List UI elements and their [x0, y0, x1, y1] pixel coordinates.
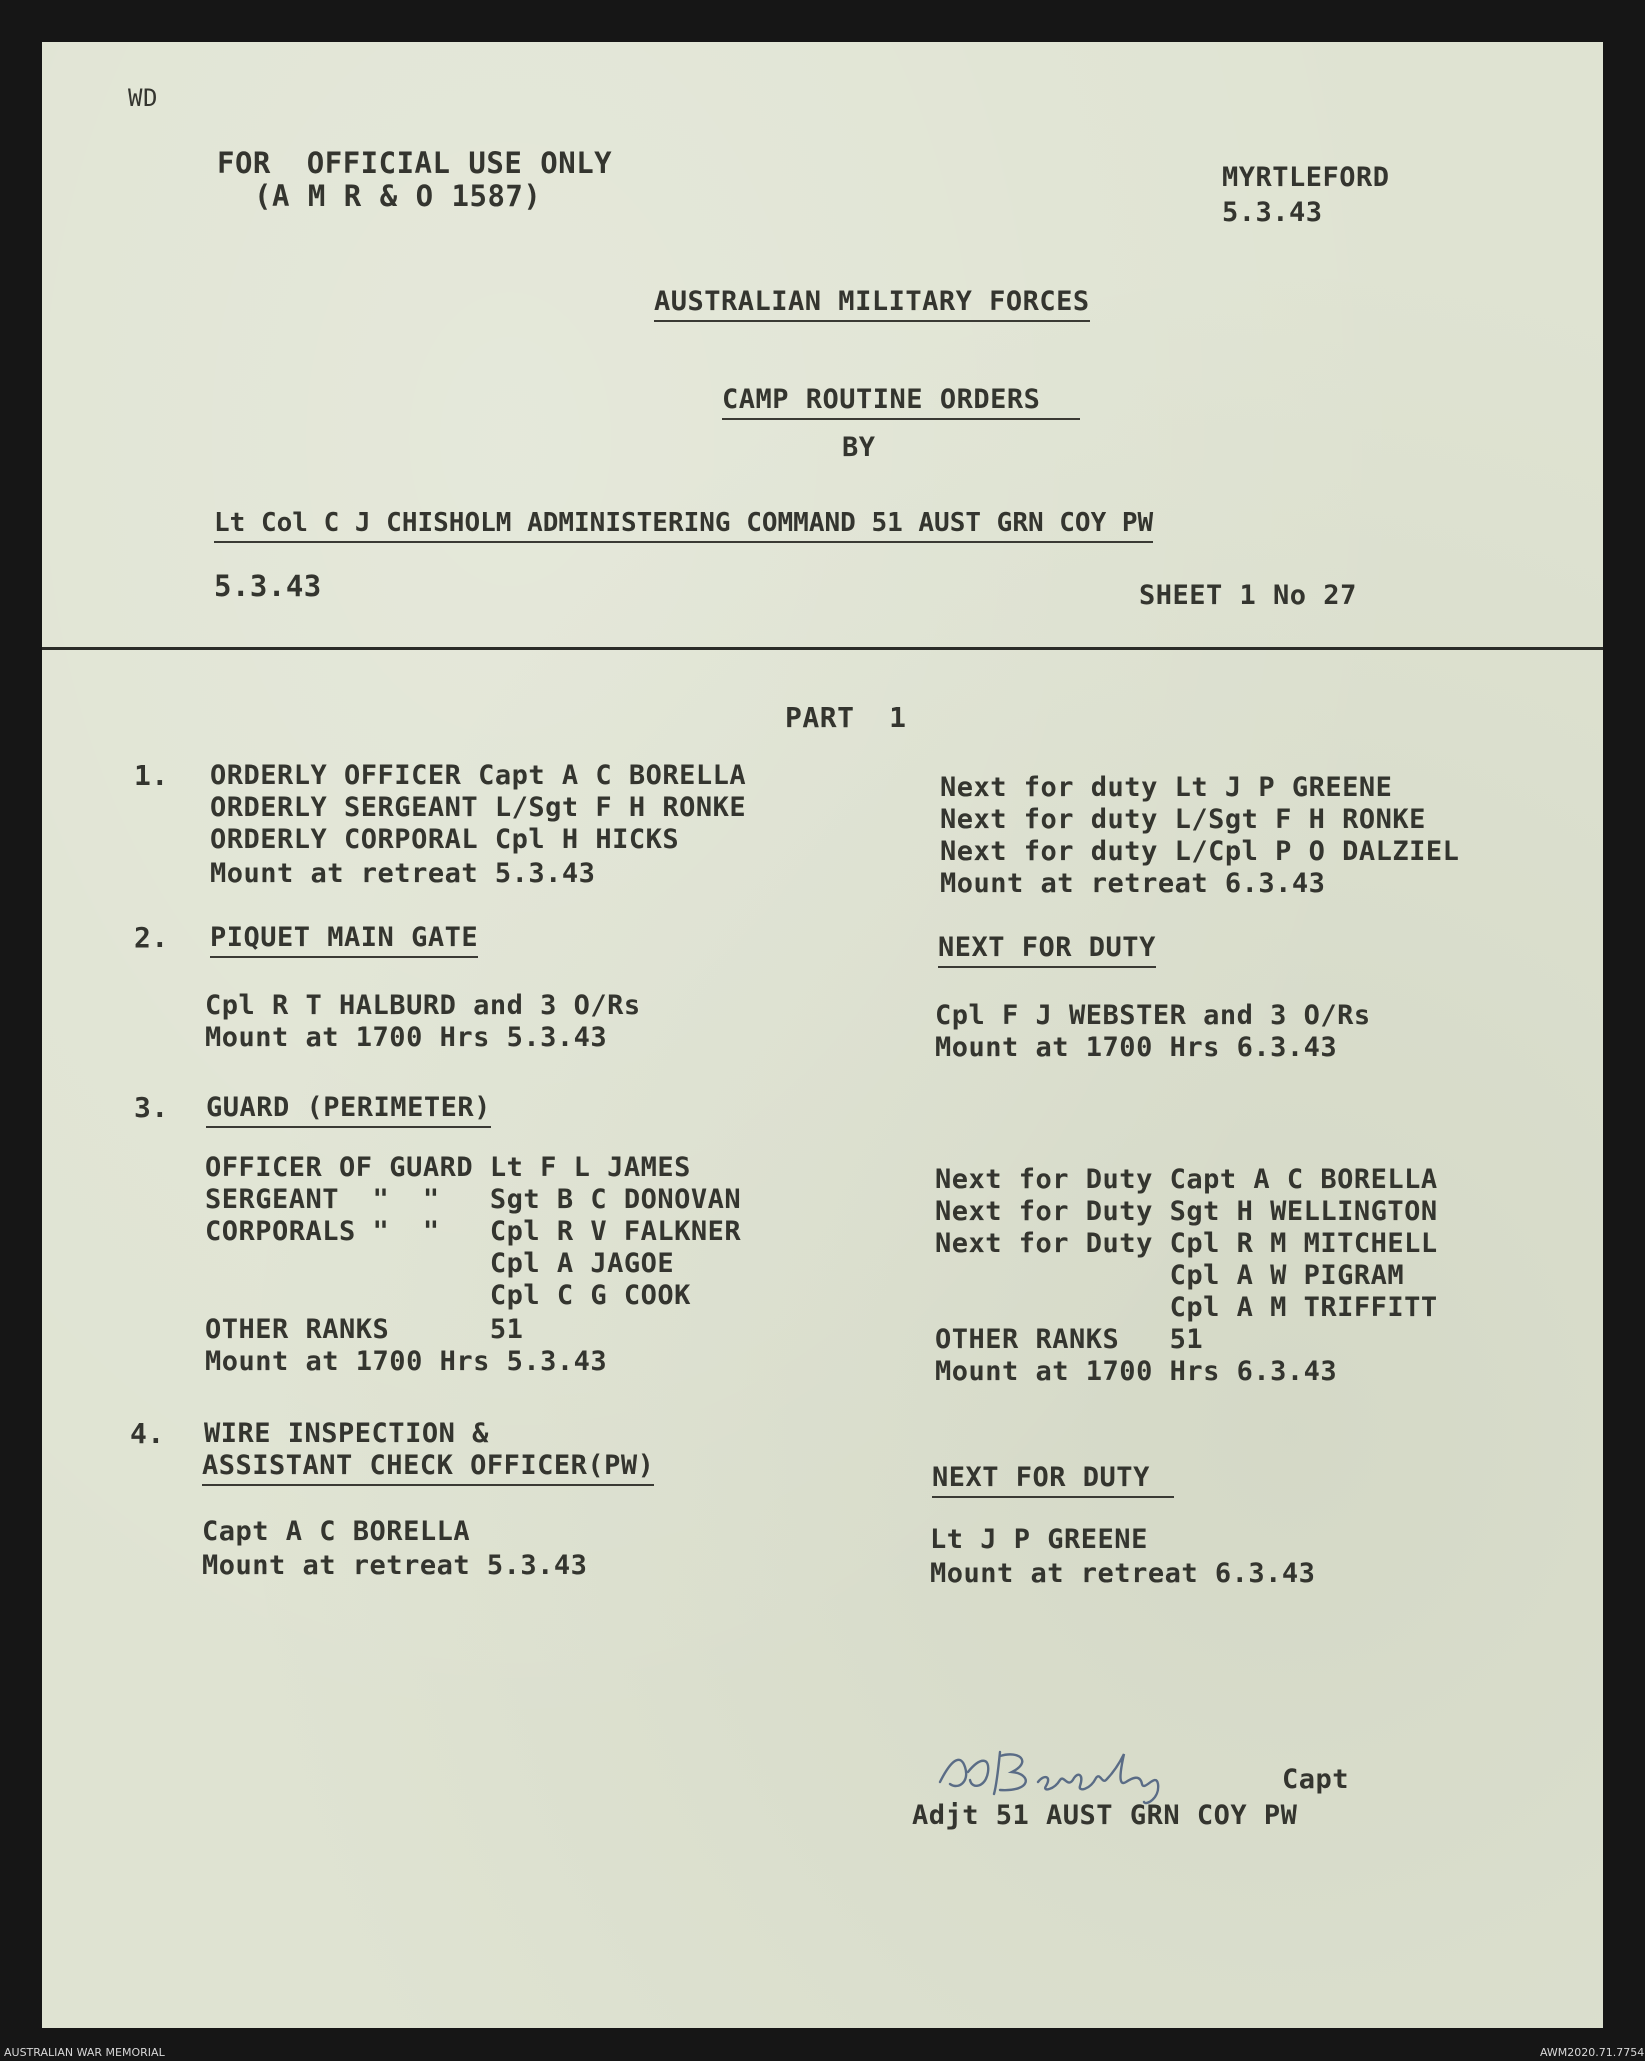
- item-4-left-line: Capt A C BORELLA: [202, 1516, 471, 1547]
- item-1-left-line: Mount at retreat 5.3.43: [210, 858, 596, 889]
- part-heading: PART 1: [785, 701, 907, 734]
- org-heading: AUSTRALIAN MILITARY FORCES: [654, 286, 1090, 322]
- file-mark: WD: [128, 84, 158, 112]
- item-3-right-line: Next for Duty Sgt H WELLINGTON: [935, 1196, 1438, 1227]
- item-4-right-line: Mount at retreat 6.3.43: [930, 1558, 1316, 1589]
- item-4-left-line: Mount at retreat 5.3.43: [202, 1550, 588, 1581]
- item-3-left-line: Cpl C G COOK: [205, 1280, 691, 1311]
- sheet-number: SHEET 1 No 27: [1139, 580, 1357, 611]
- item-3-left-line: OFFICER OF GUARD Lt F L JAMES: [205, 1152, 691, 1183]
- item-2-right-line: Cpl F J WEBSTER and 3 O/Rs: [935, 1000, 1371, 1031]
- item-3-left-line: SERGEANT " " Sgt B C DONOVAN: [205, 1184, 742, 1215]
- item-1-left-line: ORDERLY SERGEANT L/Sgt F H RONKE: [210, 792, 747, 823]
- item-2-left-line: Mount at 1700 Hrs 5.3.43: [205, 1022, 608, 1053]
- place-name: MYRTLEFORD: [1222, 162, 1390, 193]
- commander-line: Lt Col C J CHISHOLM ADMINISTERING COMMAND 51 AUST GRN COY PW: [214, 507, 1153, 543]
- order-date: 5.3.43: [214, 569, 322, 603]
- restriction-line-2: (A M R & O 1587): [254, 179, 542, 213]
- item-2-heading: PIQUET MAIN GATE: [210, 922, 478, 958]
- item-1-right-line: Mount at retreat 6.3.43: [940, 868, 1326, 899]
- signer-appointment: Adjt 51 AUST GRN COY PW: [912, 1800, 1298, 1831]
- item-1-right-line: Next for duty L/Cpl P O DALZIEL: [940, 836, 1460, 867]
- archive-credit: AUSTRALIAN WAR MEMORIAL: [4, 2046, 165, 2059]
- archive-accession-number: AWM2020.71.7754: [1540, 2046, 1645, 2059]
- item-3-right-line: OTHER RANKS 51: [935, 1324, 1204, 1355]
- item-4-heading-line-2: ASSISTANT CHECK OFFICER(PW): [202, 1450, 654, 1486]
- item-3-right-line: Next for Duty Cpl R M MITCHELL: [935, 1228, 1438, 1259]
- item-3-heading: GUARD (PERIMETER): [206, 1092, 491, 1128]
- item-1-left-line: ORDERLY CORPORAL Cpl H HICKS: [210, 824, 680, 855]
- item-3-left-line: Cpl A JAGOE: [205, 1248, 675, 1279]
- item-number-1: 1.: [134, 759, 169, 792]
- item-2-left-line: Cpl R T HALBURD and 3 O/Rs: [205, 990, 641, 1021]
- item-3-left-line: Mount at 1700 Hrs 5.3.43: [205, 1346, 608, 1377]
- item-3-right-line: Cpl A W PIGRAM: [935, 1260, 1405, 1291]
- item-1-right-line: Next for duty Lt J P GREENE: [940, 772, 1393, 803]
- item-2-right-heading: NEXT FOR DUTY: [938, 932, 1156, 968]
- item-number-4: 4.: [130, 1417, 165, 1450]
- item-number-3: 3.: [134, 1091, 169, 1124]
- item-4-right-line: Lt J P GREENE: [930, 1524, 1148, 1555]
- by-line: BY: [842, 432, 876, 463]
- item-3-left-line: CORPORALS " " Cpl R V FALKNER: [205, 1216, 742, 1247]
- item-3-left-line: OTHER RANKS 51: [205, 1314, 524, 1345]
- item-1-right-line: Next for duty L/Sgt F H RONKE: [940, 804, 1426, 835]
- signer-rank: Capt: [1282, 1764, 1350, 1795]
- item-1-left-line: ORDERLY OFFICER Capt A C BORELLA: [210, 760, 747, 791]
- item-2-right-line: Mount at 1700 Hrs 6.3.43: [935, 1032, 1338, 1063]
- item-4-right-heading: NEXT FOR DUTY: [932, 1462, 1174, 1498]
- restriction-line-1: FOR OFFICIAL USE ONLY: [217, 146, 613, 180]
- header-divider: [42, 647, 1603, 650]
- document-title: CAMP ROUTINE ORDERS: [722, 384, 1080, 420]
- item-3-right-line: Mount at 1700 Hrs 6.3.43: [935, 1356, 1338, 1387]
- document-page: [42, 42, 1603, 2028]
- item-4-heading-line-1: WIRE INSPECTION &: [204, 1418, 489, 1449]
- item-number-2: 2.: [134, 921, 169, 954]
- place-date: 5.3.43: [1222, 197, 1323, 228]
- item-3-right-line: Next for Duty Capt A C BORELLA: [935, 1164, 1438, 1195]
- item-3-right-line: Cpl A M TRIFFITT: [935, 1292, 1438, 1323]
